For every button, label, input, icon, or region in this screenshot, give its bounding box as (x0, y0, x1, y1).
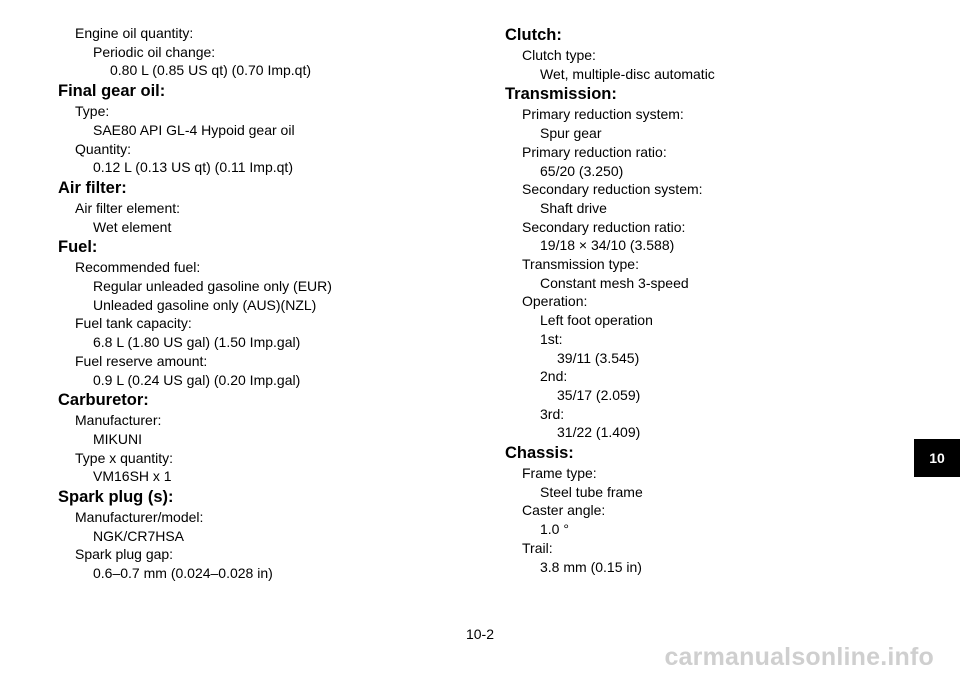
spec-value: 3rd: (540, 405, 565, 422)
watermark: carmanualsonline.info (664, 643, 934, 671)
spec-label: Engine oil quantity: (75, 25, 194, 41)
spec-value: 39/11 (3.545) (557, 349, 640, 366)
spec-label: Air filter element: (75, 199, 181, 216)
spec-value: Wet element (93, 218, 172, 235)
spec-value: Periodic oil change: (93, 43, 216, 60)
spec-label: Frame type: (522, 465, 597, 482)
section-heading: Carburetor: (58, 391, 149, 410)
spec-label: Primary reduction ratio: (522, 143, 667, 160)
spec-value: Left foot operation (540, 312, 653, 329)
spec-label: Primary reduction system: (522, 106, 684, 123)
spec-value: Shaft drive (540, 199, 607, 216)
spec-value: VM16SH x 1 (93, 468, 172, 485)
spec-label: Secondary reduction ratio: (522, 218, 686, 235)
spec-value: 1st: (540, 330, 563, 347)
spec-label: Spark plug gap: (75, 546, 174, 563)
spec-value: 3.8 mm (0.15 in) (540, 558, 642, 575)
left-spec-column (58, 24, 458, 583)
spec-value: 19/18 × 34/10 (3.588) (540, 237, 675, 254)
spec-value: Regular unleaded gasoline only (EUR) (93, 278, 332, 295)
page-number: 10-2 (465, 626, 495, 642)
section-heading: Fuel: (58, 238, 98, 257)
spec-label: Type: (75, 103, 110, 120)
spec-value: 2nd: (540, 368, 568, 385)
spec-label: Quantity: (75, 140, 132, 157)
spec-value: 0.6–0.7 mm (0.024–0.028 in) (93, 565, 273, 582)
section-heading: Final gear oil: (58, 82, 166, 101)
spec-value: 0.9 L (0.24 US gal) (0.20 Imp.gal) (93, 371, 301, 388)
spec-value: Spur gear (540, 125, 602, 142)
spec-value: 31/22 (1.409) (557, 424, 641, 441)
spec-label: Manufacturer: (75, 412, 162, 429)
spec-label: Operation: (522, 293, 588, 310)
spec-value: Steel tube frame (540, 483, 643, 500)
spec-label: Clutch type: (522, 47, 596, 63)
spec-value: Constant mesh 3-speed (540, 274, 689, 291)
spec-label: Type x quantity: (75, 449, 174, 466)
spec-value: 0.12 L (0.13 US qt) (0.11 Imp.qt) (93, 159, 293, 176)
spec-label: Secondary reduction system: (522, 181, 703, 198)
spec-value: 6.8 L (1.80 US gal) (1.50 Imp.gal) (93, 334, 301, 351)
section-heading: Transmission: (505, 85, 617, 104)
spec-label: Trail: (522, 539, 553, 556)
section-heading: Spark plug (s): (58, 488, 174, 507)
spec-label: Fuel tank capacity: (75, 315, 192, 332)
spec-value: 0.80 L (0.85 US qt) (0.70 Imp.qt) (110, 62, 312, 79)
section-heading: Chassis: (505, 444, 574, 463)
spec-value: 65/20 (3.250) (540, 162, 624, 179)
spec-label: Manufacturer/model: (75, 509, 204, 526)
spec-label: Transmission type: (522, 256, 639, 273)
spec-label: Caster angle: (522, 502, 606, 519)
spec-value: SAE80 API GL-4 Hypoid gear oil (93, 121, 295, 138)
spec-value: NGK/CR7HSA (93, 527, 185, 544)
spec-value: Wet, multiple-disc automatic (540, 65, 715, 82)
spec-value: Unleaded gasoline only (AUS)(NZL) (93, 296, 317, 313)
spec-label: Fuel reserve amount: (75, 352, 208, 369)
chapter-tab[interactable]: 10 (914, 439, 960, 477)
spec-value: 35/17 (2.059) (557, 386, 641, 403)
section-heading: Clutch: (505, 26, 562, 44)
section-heading: Air filter: (58, 178, 127, 197)
spec-label: Recommended fuel: (75, 259, 201, 276)
right-spec-column (505, 24, 905, 576)
spec-value: 1.0 ° (540, 521, 569, 538)
spec-value: MIKUNI (93, 430, 142, 447)
